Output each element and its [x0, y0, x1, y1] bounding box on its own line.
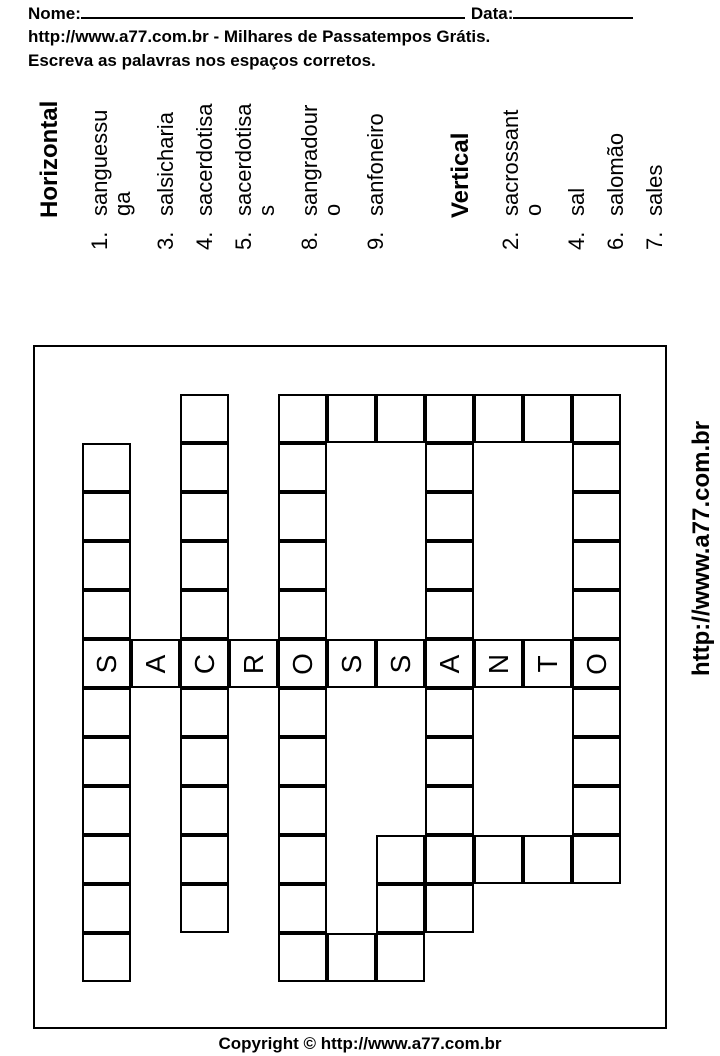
grid-cell[interactable] — [82, 443, 131, 492]
grid-cell[interactable] — [425, 541, 474, 590]
grid-cell[interactable] — [82, 688, 131, 737]
grid-letter: S — [90, 654, 122, 673]
grid-cell[interactable] — [278, 933, 327, 982]
grid-cell[interactable] — [278, 394, 327, 443]
grid-cell[interactable] — [572, 639, 621, 688]
grid-cell[interactable] — [376, 884, 425, 933]
grid-cell[interactable] — [425, 884, 474, 933]
grid-cell[interactable] — [180, 492, 229, 541]
grid-cell[interactable] — [82, 492, 131, 541]
grid-cell[interactable] — [425, 590, 474, 639]
name-field[interactable] — [81, 3, 465, 19]
grid-letter: R — [237, 653, 269, 674]
grid-cell[interactable] — [180, 835, 229, 884]
grid-cell[interactable] — [180, 884, 229, 933]
grid-cell[interactable] — [82, 933, 131, 982]
grid-cell[interactable] — [278, 492, 327, 541]
grid-cell[interactable] — [572, 443, 621, 492]
name-label: Nome: — [28, 4, 81, 23]
grid-letter: C — [188, 653, 220, 674]
header-instructions: Escreva as palavras nos espaços corretos. — [28, 51, 376, 70]
grid-cell[interactable] — [180, 737, 229, 786]
grid-cell[interactable] — [425, 737, 474, 786]
grid-cell[interactable] — [572, 394, 621, 443]
grid-cell[interactable] — [82, 541, 131, 590]
grid-cell[interactable] — [572, 786, 621, 835]
grid-cell[interactable] — [180, 639, 229, 688]
grid-letter: O — [580, 652, 612, 675]
grid-cell[interactable] — [327, 933, 376, 982]
grid-letter: A — [433, 654, 465, 673]
grid-cell[interactable] — [180, 394, 229, 443]
horizontal-title: Horizontal — [36, 100, 63, 218]
grid-cell[interactable] — [82, 786, 131, 835]
grid-cell[interactable] — [376, 835, 425, 884]
grid-cell[interactable] — [572, 737, 621, 786]
grid-cell[interactable] — [572, 688, 621, 737]
grid-cell[interactable] — [327, 394, 376, 443]
grid-cell[interactable] — [327, 639, 376, 688]
grid-cell[interactable] — [82, 884, 131, 933]
grid-cell[interactable] — [425, 443, 474, 492]
grid-cell[interactable] — [278, 688, 327, 737]
grid-cell[interactable] — [474, 639, 523, 688]
grid-cell[interactable] — [278, 443, 327, 492]
grid-letter: T — [531, 654, 563, 673]
grid-cell[interactable] — [474, 394, 523, 443]
grid-cell[interactable] — [82, 835, 131, 884]
grid-cell[interactable] — [376, 933, 425, 982]
date-label: Data: — [470, 4, 514, 23]
grid-cell[interactable] — [572, 492, 621, 541]
grid-cell[interactable] — [425, 492, 474, 541]
grid-cell[interactable] — [425, 639, 474, 688]
grid-cell[interactable] — [278, 835, 327, 884]
grid-cell[interactable] — [180, 786, 229, 835]
grid-cell[interactable] — [278, 639, 327, 688]
grid-cell[interactable] — [523, 394, 572, 443]
grid-cell[interactable] — [376, 639, 425, 688]
grid-cell[interactable] — [131, 639, 180, 688]
grid-cell[interactable] — [572, 590, 621, 639]
vertical-title: Vertical — [447, 132, 474, 218]
grid-cell[interactable] — [572, 835, 621, 884]
grid-cell[interactable] — [425, 394, 474, 443]
copyright: Copyright © http://www.a77.com.br — [218, 1034, 502, 1053]
grid-letter: S — [384, 654, 416, 673]
grid-cell[interactable] — [572, 541, 621, 590]
grid-cell[interactable] — [278, 737, 327, 786]
grid-cell[interactable] — [82, 590, 131, 639]
grid-cell[interactable] — [523, 835, 572, 884]
grid-cell[interactable] — [278, 786, 327, 835]
grid-cell[interactable] — [425, 688, 474, 737]
grid-cell[interactable] — [180, 541, 229, 590]
grid-cell[interactable] — [278, 590, 327, 639]
grid-cell[interactable] — [180, 443, 229, 492]
grid-cell[interactable] — [180, 590, 229, 639]
grid-cell[interactable] — [278, 541, 327, 590]
grid-letter: N — [482, 653, 514, 674]
grid-cell[interactable] — [82, 639, 131, 688]
grid-cell[interactable] — [474, 835, 523, 884]
grid-cell[interactable] — [376, 394, 425, 443]
header-name-date — [28, 3, 633, 24]
grid-cell[interactable] — [229, 639, 278, 688]
grid-letter: O — [286, 652, 318, 675]
grid-cell[interactable] — [425, 835, 474, 884]
date-field[interactable] — [513, 3, 633, 19]
grid-cell[interactable] — [278, 884, 327, 933]
grid-letter: A — [139, 654, 171, 673]
grid-cell[interactable] — [180, 688, 229, 737]
header-site-line: http://www.a77.com.br - Milhares de Passatempos Grátis. — [28, 27, 491, 46]
grid-cell[interactable] — [425, 786, 474, 835]
grid-letter: S — [335, 654, 367, 673]
grid-cell[interactable] — [82, 737, 131, 786]
grid-cell[interactable] — [523, 639, 572, 688]
